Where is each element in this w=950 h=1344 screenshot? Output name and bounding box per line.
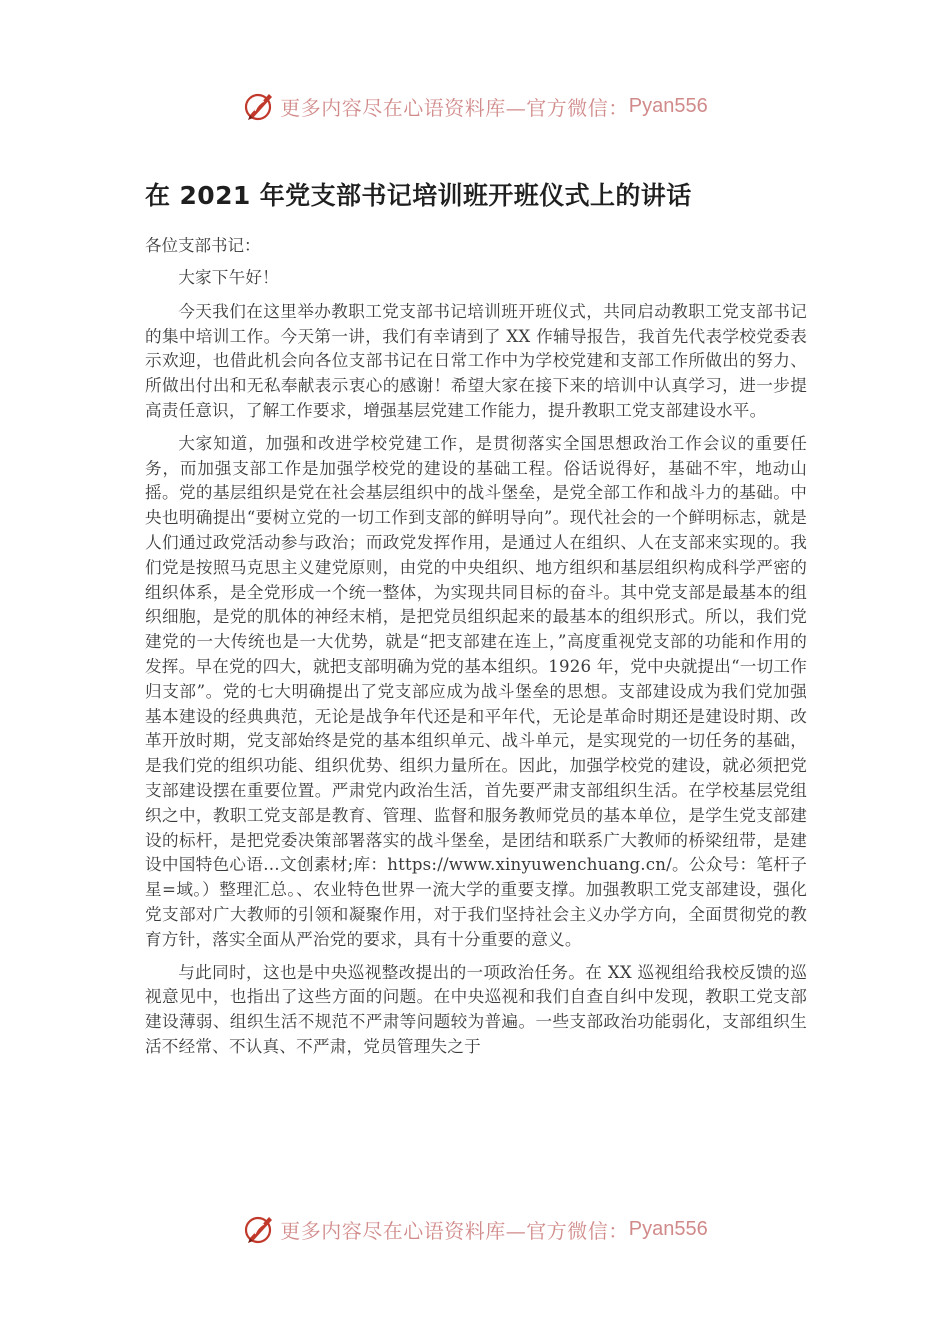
pen-logo-icon xyxy=(242,1212,276,1246)
paragraph: 大家知道，加强和改进学校党建工作，是贯彻落实全国思想政治工作会议的重要任务，而加强支部工作是加强学校党的建设的基础工程。俗话说得好，基础不牢，地动山摇。党的基层组织是党在社会基层组织中的战斗堡垒，是党全部工作和战斗力的基础。中央也明确提出“要树立党的一切工作到支部的鲜明导向”。现代社会的一个鲜明标志，就是人们通过政党活动参与政治；而政党发挥作用，是通过人在组织、人在支部来实现的。我们党是按照马克思主义建党原则，由党的中央组织、地方组织和基层组织构成科学严密的组织体系，是全党形成一个统一整体，为实现共同目标的奋斗。其中党支部是最基本的组织细胞，是党的肌体的神经末梢，是把党员组织起来的最基本的组织形式。所以，我们党建党的一大传统也是一大优势，就是“把支部建在连上，”高度重视党支部的功能和作用的发挥。早在党的四大，就把支部明确为党的基本组织。1926 年，党中央就提出“一切工作归支部”。党的七大明确提出了党支部应成为战斗堡垒的思想。支部建设成为我们党加强基本建设的经典典范，无论是战争年代还是和平年代，无论是革命时期还是建设时期、改革开放时期，党支部始终是党的基本组织单元、战斗单元，是实现党的一切任务的基础，是我们党的组织功能、组织优势、组织力量所在。因此，加强学校党的建设，就必须把党支部建设摆在重要位置。严肃党内政治生活，首先要严肃支部组织生活。在学校基层党组织之中，教职工党支部是教育、管理、监督和服务教师党员的基本单位，是学生党支部建设的标杆，是把党委决策部署落实的战斗堡垒，是团结和联系广大教师的桥梁纽带，是建设中国特色心语…文创素材;库：https://www.xinyuwenchuang.cn/。公众号：笔杆子星=域。）整理汇总。、农业特色世界一流大学的重要支撑。加强教职工党支部建设，强化党支部对广大教师的引领和凝聚作用，对于我们坚持社会主义办学方向，全面贯彻党的教育方针，落实全面从严治党的要求，具有十分重要的意义。 xyxy=(145,433,807,949)
pen-logo-icon xyxy=(242,89,276,123)
paragraph: 与此同时，这也是中央巡视整改提出的一项政治任务。在 XX 巡视组给我校反馈的巡视意见中，也指出了这些方面的问题。在中央巡视和我们自查自纠中发现，教职工党支部建设薄弱、组织生活不规范不严肃等问题较为普遍。一些支部政治功能弱化，支部组织生活不经常、不认真、不严肃，党员管理失之于 xyxy=(145,962,807,1056)
footer-banner-text: 更多内容尽在心语资料库—官方微信： xyxy=(280,1218,629,1243)
document-body xyxy=(145,266,807,1068)
salutation: 各位支部书记： xyxy=(145,236,261,255)
page-title: 在 2021 年党支部书记培训班开班仪式上的讲话 xyxy=(145,181,692,210)
footer-banner xyxy=(0,1209,950,1249)
footer-banner-wechat-id: Pyan556 xyxy=(628,1217,708,1240)
paragraph: 今天我们在这里举办教职工党支部书记培训班开班仪式，共同启动教职工党支部书记的集中培训工作。今天第一讲，我们有幸请到了 XX 作辅导报告，我首先代表学校党委表示欢迎，也借此机会向各位支部书记在日常工作中为学校党建和支部工作所做出的努力、所做出付出和无私奉献表示衷心的感谢！希望大家在接下来的培训中认真学习，进一步提高责任意识，了解工作要求，增强基层党建工作能力，提升教职工党支部建设水平。 xyxy=(145,301,807,420)
header-banner-wechat-id: Pyan556 xyxy=(628,94,708,117)
header-banner xyxy=(0,86,950,126)
header-banner-text: 更多内容尽在心语资料库—官方微信： xyxy=(280,95,629,120)
greeting: 大家下午好！ xyxy=(178,268,279,287)
